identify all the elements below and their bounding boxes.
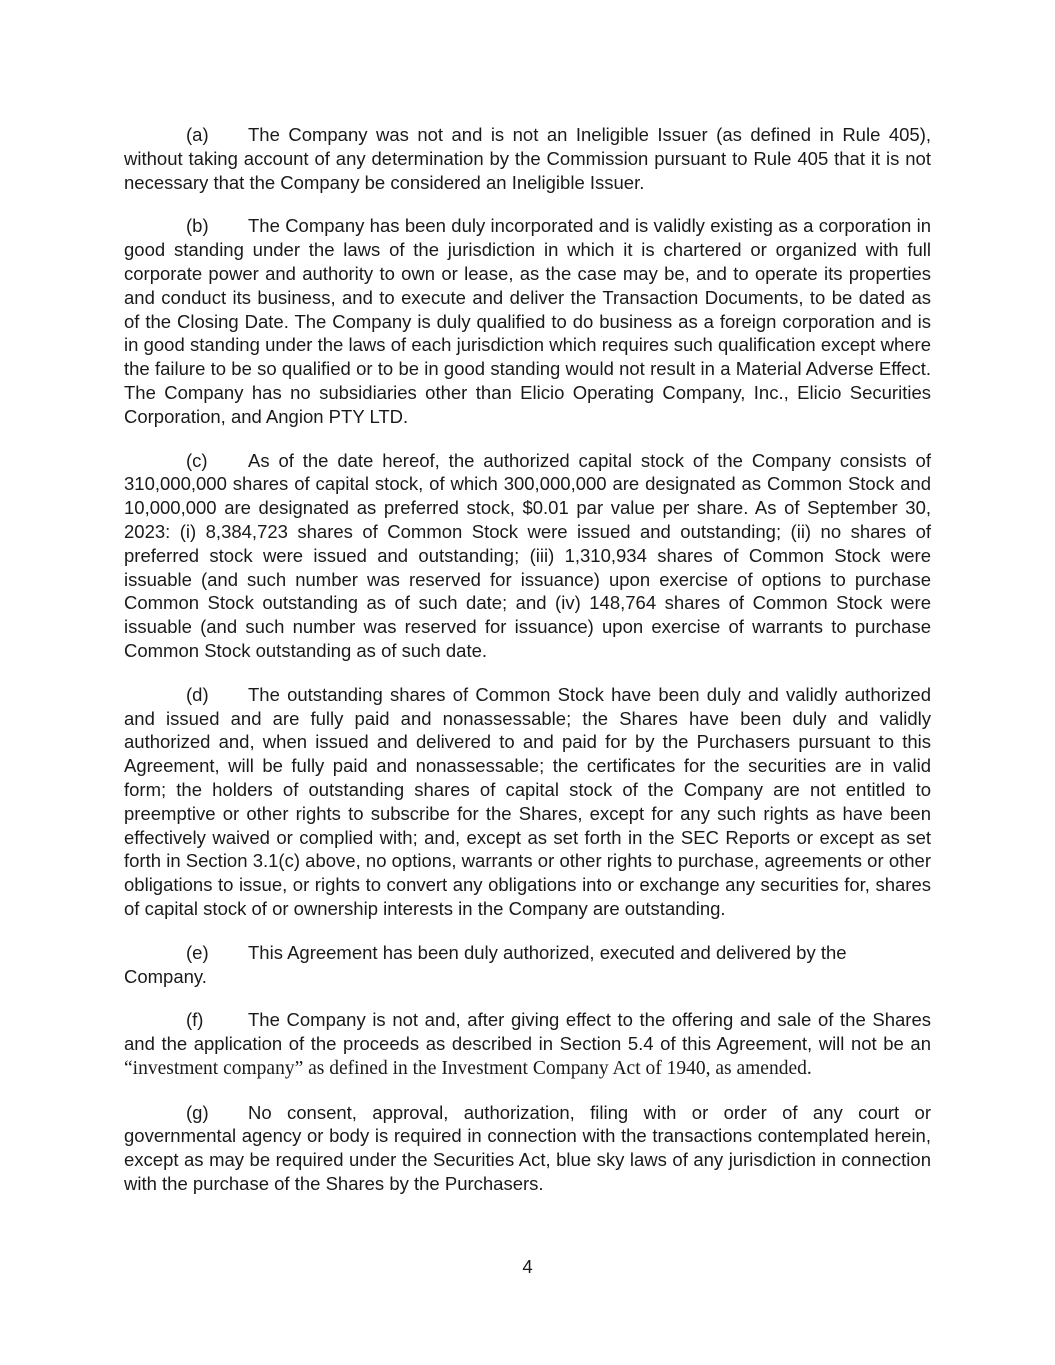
paragraph-marker: (e)	[186, 941, 209, 963]
paragraph-marker: (c)	[186, 449, 208, 471]
paragraph-text: The Company has been duly incorporated and is validly existing as a corporation in good standing under the laws of the jurisdiction in which it is chartered or organized with full corporate power and authority to own or lease, as the case may be, and to operate its properties and conduct its business, and to execute and deliver the Transaction Documents, to be dated as of the Closing Date. The Company is duly qualified to do business as a foreign corporation and is in good standing under the laws of each jurisdiction which requires such qualification except where the failure to be so qualified or to be in good standing would not result in a Material Adverse Effect. The Company has no subsidiaries other than Elicio Operating Company, Inc., Elicio Securities Corporation, and Angion PTY LTD.	[124, 215, 931, 427]
paragraph-b	[124, 214, 931, 428]
paragraph-marker: (d)	[186, 683, 209, 705]
paragraph-a	[124, 123, 931, 194]
paragraph-f	[124, 1008, 931, 1080]
document-page	[124, 123, 931, 1216]
paragraph-e	[124, 941, 931, 989]
paragraph-g	[124, 1101, 931, 1196]
paragraph-marker: (g)	[186, 1101, 209, 1123]
page-number: 4	[522, 1256, 533, 1277]
paragraph-marker: (f)	[186, 1009, 204, 1031]
paragraph-text: As of the date hereof, the authorized capital stock of the Company consists of 310,000,000 shares of capital stock, of which 300,000,000 are designated as Common Stock and 10,000,000 are designated as preferred stock, $0.01 par value per share. As of September 30, 2023: (i) 8,384,723 shares of Common Stock were issued and outstanding; (ii) no shares of preferred stock were issued and outstanding; (iii) 1,310,934 shares of Common Stock were issuable (and such number was reserved for issuance) upon exercise of options to purchase Common Stock outstanding as of such date; and (iv) 148,764 shares of Common Stock were issuable (and such number was reserved for issuance) upon exercise of warrants to purchase Common Stock outstanding as of such date.	[124, 449, 931, 661]
paragraph-d	[124, 683, 931, 921]
paragraph-c	[124, 449, 931, 663]
paragraph-text: The outstanding shares of Common Stock have been duly and validly authorized and issued and are fully paid and nonassessable; the Shares have been duly and validly authorized and, when issued and delivered to and paid for by the Purchasers pursuant to this Agreement, will be fully paid and nonassessable; the certificates for the securities are in valid form; the holders of outstanding shares of capital stock of the Company are not entitled to preemptive or other rights to subscribe for the Shares, except for any such rights as have been effectively waived or complied with; and, except as set forth in the SEC Reports or except as set forth in Section 3.1(c) above, no options, warrants or other rights to purchase, agreements or other obligations to issue, or rights to convert any obligations into or exchange any securities for, shares of capital stock of or ownership interests in the Company are outstanding.	[124, 683, 931, 919]
paragraph-text: This Agreement has been duly authorized, executed and delivered by the Company.	[124, 941, 847, 987]
paragraph-marker: (b)	[186, 215, 209, 237]
paragraph-marker: (a)	[186, 124, 209, 145]
paragraph-text-serif: “investment company” as defined in the Investment Company Act of 1940, as amended.	[124, 1057, 812, 1079]
paragraph-text: No consent, approval, authorization, filing with or order of any court or governmental agency or body is required in connection with the transactions contemplated herein, except as may be required under the Securities Act, blue sky laws of any jurisdiction in connection with the purchase of the Shares by the Purchasers.	[124, 1101, 931, 1195]
paragraph-text: The Company was not and is not an Ineligible Issuer (as defined in Rule 405), without taking account of any determination by the Commission pursuant to Rule 405 that it is not necessary that the Company be considered an Ineligible Issuer.	[124, 124, 931, 193]
paragraph-text: The Company is not and, after giving effect to the offering and sale of the Shares and the application of the proceeds as described in Section 5.4 of this Agreement, will not be an	[124, 1009, 931, 1055]
